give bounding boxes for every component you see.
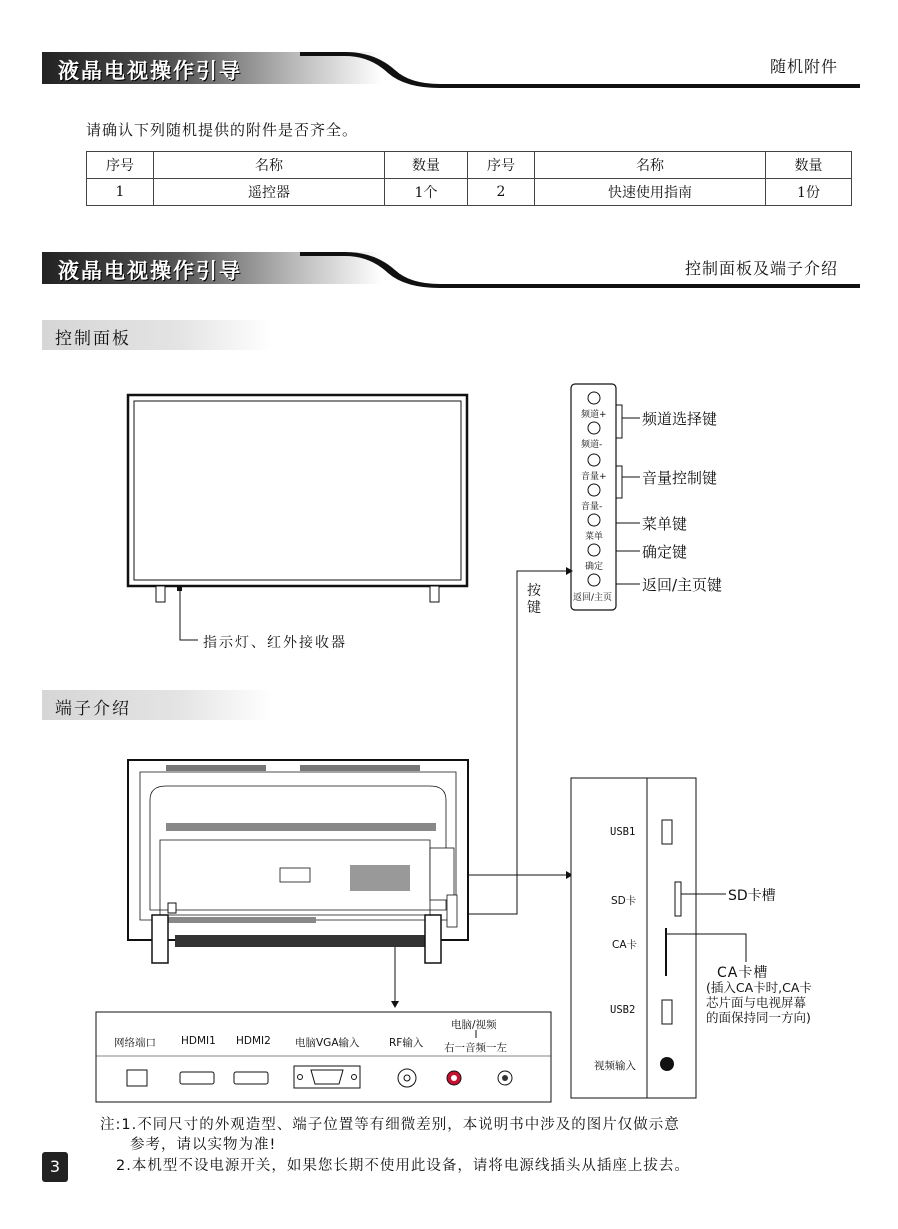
table-header-cell: 数量 xyxy=(385,152,468,179)
port-label: HDMI2 xyxy=(236,1035,271,1047)
ca-slot-note xyxy=(706,980,812,1025)
banner-subtitle: 随机附件 xyxy=(769,57,838,76)
terminals-title: 端子介绍 xyxy=(55,699,131,719)
table-header-cell: 数量 xyxy=(766,152,852,179)
intro-text: 请确认下列随机提供的附件是否齐全。 xyxy=(86,121,359,139)
pc-video-label: 电脑/视频 xyxy=(451,1019,497,1031)
side-port-label: CA卡 xyxy=(612,939,638,951)
ca-slot-note-line: 芯片面与电视屏幕 xyxy=(706,995,807,1010)
callout-ok: 确定键 xyxy=(642,543,688,561)
table-header-cell: 序号 xyxy=(87,152,154,179)
table-cell: 2 xyxy=(468,179,535,206)
keys-label: 按键 xyxy=(527,583,541,616)
port-label: RF输入 xyxy=(389,1037,424,1049)
table-cell: 快速使用指南 xyxy=(535,179,766,206)
port-label: HDMI1 xyxy=(181,1035,216,1047)
key-button-label: 音量+ xyxy=(581,472,607,482)
callout-volume: 音量控制键 xyxy=(642,469,718,487)
table-header-cell: 名称 xyxy=(154,152,385,179)
table-cell: 1份 xyxy=(766,179,852,206)
key-button-label: 音量- xyxy=(581,502,603,512)
control-panel-title: 控制面板 xyxy=(55,329,131,349)
tv-back-illustration xyxy=(128,760,468,963)
tv-front-illustration xyxy=(128,395,467,640)
table-header-cell: 名称 xyxy=(535,152,766,179)
banner-title: 液晶电视操作引导 xyxy=(58,258,242,283)
note-line-2: 2.本机型不设电源开关，如果您长期不使用此设备，请将电源线插头从插座上拔去。 xyxy=(116,1158,690,1174)
audio-label: 右一音频一左 xyxy=(444,1042,507,1054)
table-cell: 1 xyxy=(87,179,154,206)
note-line-1: 注:1.不同尺寸的外观造型、端子位置等有细微差别，本说明书中涉及的图片仅做示意 xyxy=(100,1117,680,1133)
key-button-label: 返回/主页 xyxy=(573,593,613,603)
banner-subtitle: 控制面板及端子介绍 xyxy=(684,259,838,278)
ca-slot-note-line: (插入CA卡时,CA卡 xyxy=(706,980,812,995)
key-button-label: 确定 xyxy=(585,562,604,572)
side-port-label: 视频输入 xyxy=(594,1060,636,1072)
callout-home: 返回/主页键 xyxy=(642,576,723,594)
port-label: 电脑VGA输入 xyxy=(295,1037,360,1049)
table-cell: 遥控器 xyxy=(154,179,385,206)
side-port-label: USB1 xyxy=(610,826,636,838)
table-cell: 1个 xyxy=(385,179,468,206)
page-number: 3 xyxy=(49,1157,61,1176)
key-button-label: 频道- xyxy=(581,440,603,450)
note-line-1b: 参考，请以实物为准! xyxy=(130,1137,277,1153)
key-button-label: 菜单 xyxy=(585,532,604,542)
ca-slot-title: CA卡槽 xyxy=(717,965,769,981)
banner-title: 液晶电视操作引导 xyxy=(58,58,242,83)
table-header-cell: 序号 xyxy=(468,152,535,179)
side-port-label: USB2 xyxy=(610,1004,636,1016)
ca-slot-note-line: 的面保持同一方向) xyxy=(706,1010,811,1025)
sd-slot-label: SD卡槽 xyxy=(728,888,776,904)
indicator-label: 指示灯、红外接收器 xyxy=(203,635,347,651)
callout-channel: 频道选择键 xyxy=(642,410,718,428)
side-port-label: SD卡 xyxy=(611,895,637,907)
port-label: 网络端口 xyxy=(114,1037,156,1049)
key-button-label: 频道+ xyxy=(581,410,607,420)
callout-menu: 菜单键 xyxy=(642,515,688,533)
side-port-panel xyxy=(571,778,746,1098)
